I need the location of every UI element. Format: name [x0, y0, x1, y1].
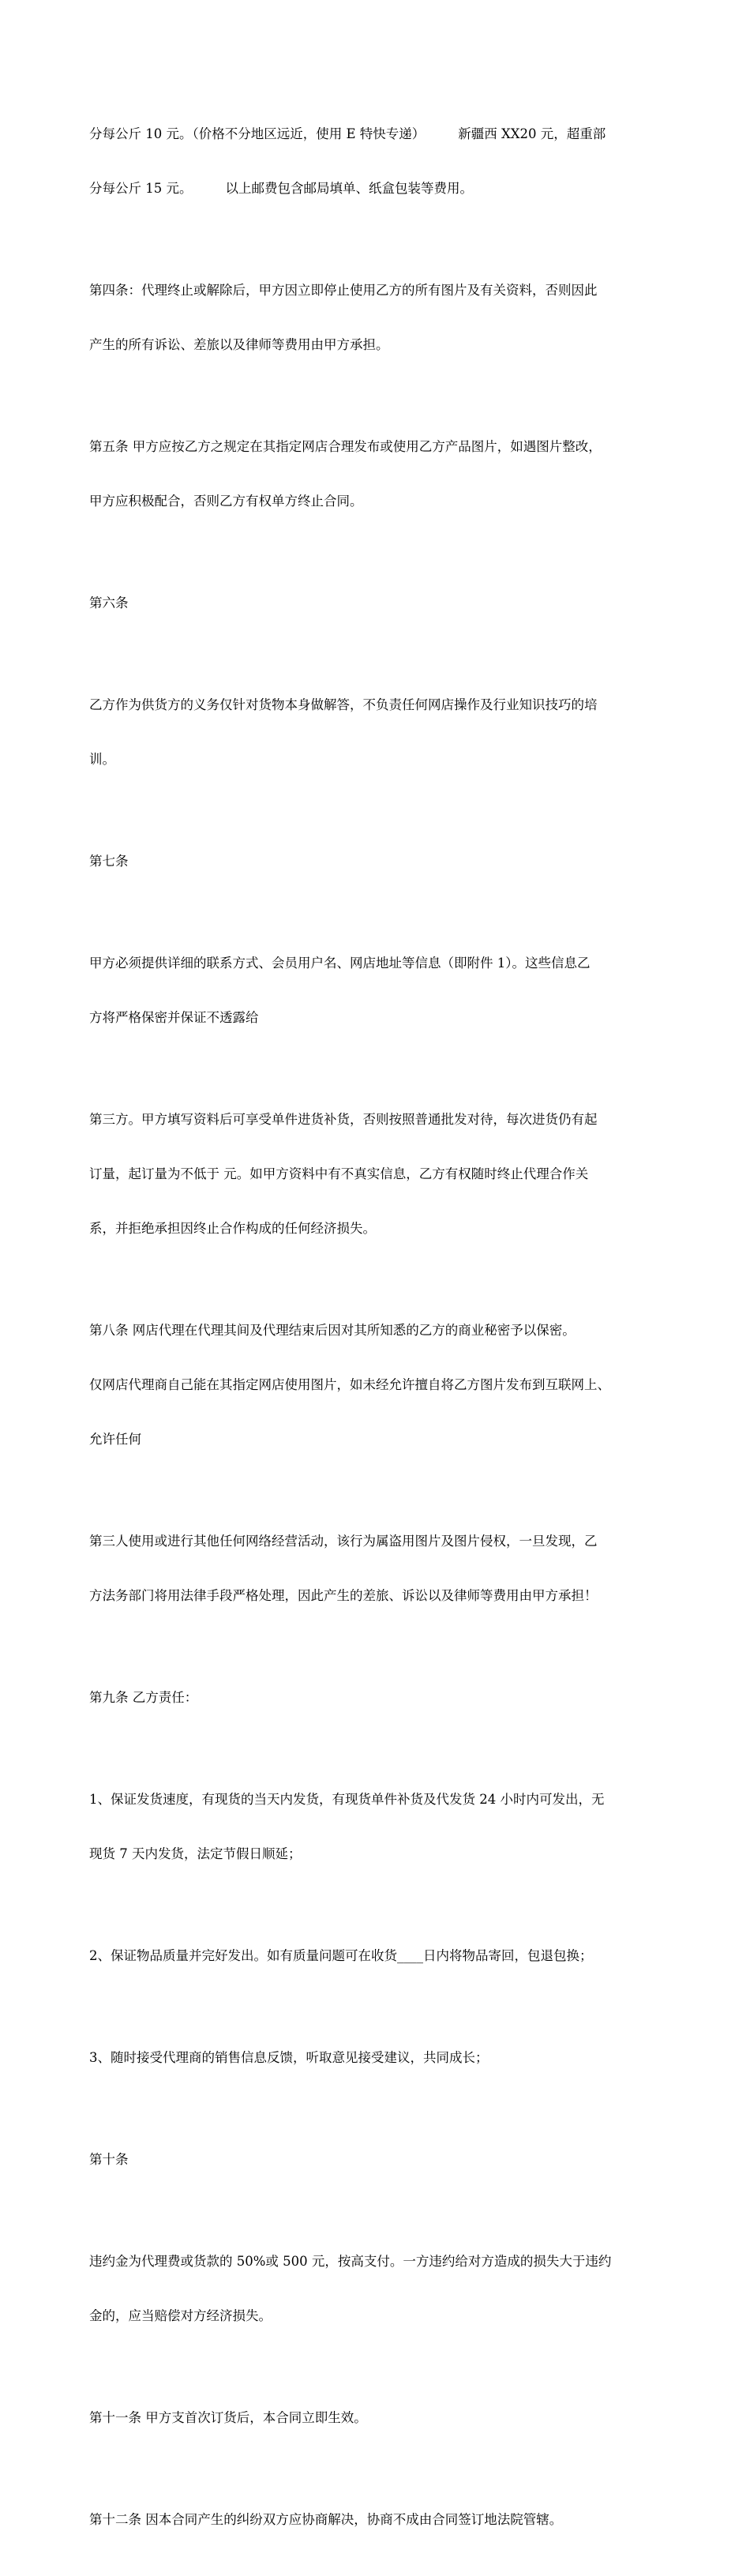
text-line: 允许任何 — [89, 1432, 141, 1447]
list-item-2 — [89, 1910, 666, 2001]
paragraph-article-12 — [89, 2474, 666, 2565]
text-line: 2、保证物品质量并完好发出。如有质量问题可在收货____日内将物品寄回，包退包换； — [89, 1948, 593, 1963]
list-item-1 — [89, 1754, 666, 1899]
text-line: 3、随时接受代理商的销售信息反馈，听取意见接受建议，共同成长； — [89, 2050, 489, 2065]
text-line: 第十一条 甲方支首次订货后，本合同立即生效。 — [89, 2410, 367, 2425]
text-line: 产生的所有诉讼、差旅以及律师等费用由甲方承担。 — [89, 337, 389, 352]
heading-article-9 — [89, 1652, 666, 1743]
text-line: 第十二条 因本合同产生的纠纷双方应协商解决，协商不成由合同签订地法院管辖。 — [89, 2512, 563, 2527]
paragraph-article-6-body — [89, 659, 666, 805]
text-line: 分每公斤 10 元。（价格不分地区远近，使用 E 特快专递） 新疆西 XX20 元，超重部 — [89, 126, 606, 141]
list-item-3 — [89, 2012, 666, 2103]
text-line: 第四条：代理终止或解除后，甲方因立即停止使用乙方的所有图片及有关资料，否则因此 — [89, 283, 598, 298]
text-line: 第九条 乙方责任： — [89, 1690, 198, 1705]
text-line: 第六条 — [89, 595, 129, 610]
paragraph-postage — [89, 88, 666, 234]
text-line: 仅网店代理商自己能在其指定网店使用图片，如未经允许擅自将乙方图片发布到互联网上、 — [89, 1377, 610, 1392]
paragraph-article-11 — [89, 2372, 666, 2463]
text-line: 甲方应积极配合，否则乙方有权单方终止合同。 — [89, 494, 363, 509]
text-line: 订量，起订量为不低于 元。如甲方资料中有不真实信息，乙方有权随时终止代理合作关 — [89, 1166, 589, 1181]
paragraph-article-7-body — [89, 918, 666, 1063]
text-line: 现货 7 天内发货，法定节假日顺延； — [89, 1846, 302, 1861]
text-line: 第八条 网店代理在代理其间及代理结束后因对其所知悉的乙方的商业秘密予以保密。 — [89, 1323, 576, 1338]
text-line: 分每公斤 15 元。 以上邮费包含邮局填单、纸盒包装等费用。 — [89, 181, 473, 196]
text-line: 训。 — [89, 752, 115, 767]
text-line: 第五条 甲方应按乙方之规定在其指定网店合理发布或使用乙方产品图片，如遇图片整改， — [89, 439, 602, 454]
document-body — [89, 88, 666, 2576]
paragraph-third-party — [89, 1074, 666, 1274]
text-line: 第三方。甲方填写资料后可享受单件进货补货，否则按照普通批发对待，每次进货仍有起 — [89, 1112, 598, 1127]
paragraph-article-10-body — [89, 2216, 666, 2361]
text-line: 第三人使用或进行其他任何网络经营活动，该行为属盗用图片及图片侵权，一旦发现，乙 — [89, 1534, 598, 1549]
text-line: 系，并拒绝承担因终止合作构成的任何经济损失。 — [89, 1221, 376, 1236]
heading-article-10 — [89, 2114, 666, 2205]
text-line: 金的，应当赔偿对方经济损失。 — [89, 2308, 272, 2323]
paragraph-article-5 — [89, 401, 666, 546]
heading-article-7 — [89, 816, 666, 907]
text-line: 违约金为代理费或货款的 50%或 500 元，按高支付。一方违约给对方造成的损失大于违约 — [89, 2254, 612, 2269]
paragraph-infringement — [89, 1496, 666, 1641]
text-line: 第七条 — [89, 854, 129, 869]
text-line: 方法务部门将用法律手段严格处理，因此产生的差旅、诉讼以及律师等费用由甲方承担！ — [89, 1588, 598, 1603]
text-line: 乙方作为供货方的义务仅针对货物本身做解答，不负责任何网店操作及行业知识技巧的培 — [89, 697, 598, 712]
heading-article-6 — [89, 558, 666, 648]
text-line: 方将严格保密并保证不透露给 — [89, 1010, 259, 1025]
paragraph-article-8 — [89, 1285, 666, 1485]
text-line: 甲方必须提供详细的联系方式、会员用户名、网店地址等信息（即附件 1）。这些信息乙 — [89, 956, 591, 971]
text-line: 1、保证发货速度，有现货的当天内发货，有现货单件补货及代发货 24 小时内可发出，无 — [89, 1792, 605, 1807]
text-line: 第十条 — [89, 2152, 129, 2167]
paragraph-article-4 — [89, 245, 666, 390]
